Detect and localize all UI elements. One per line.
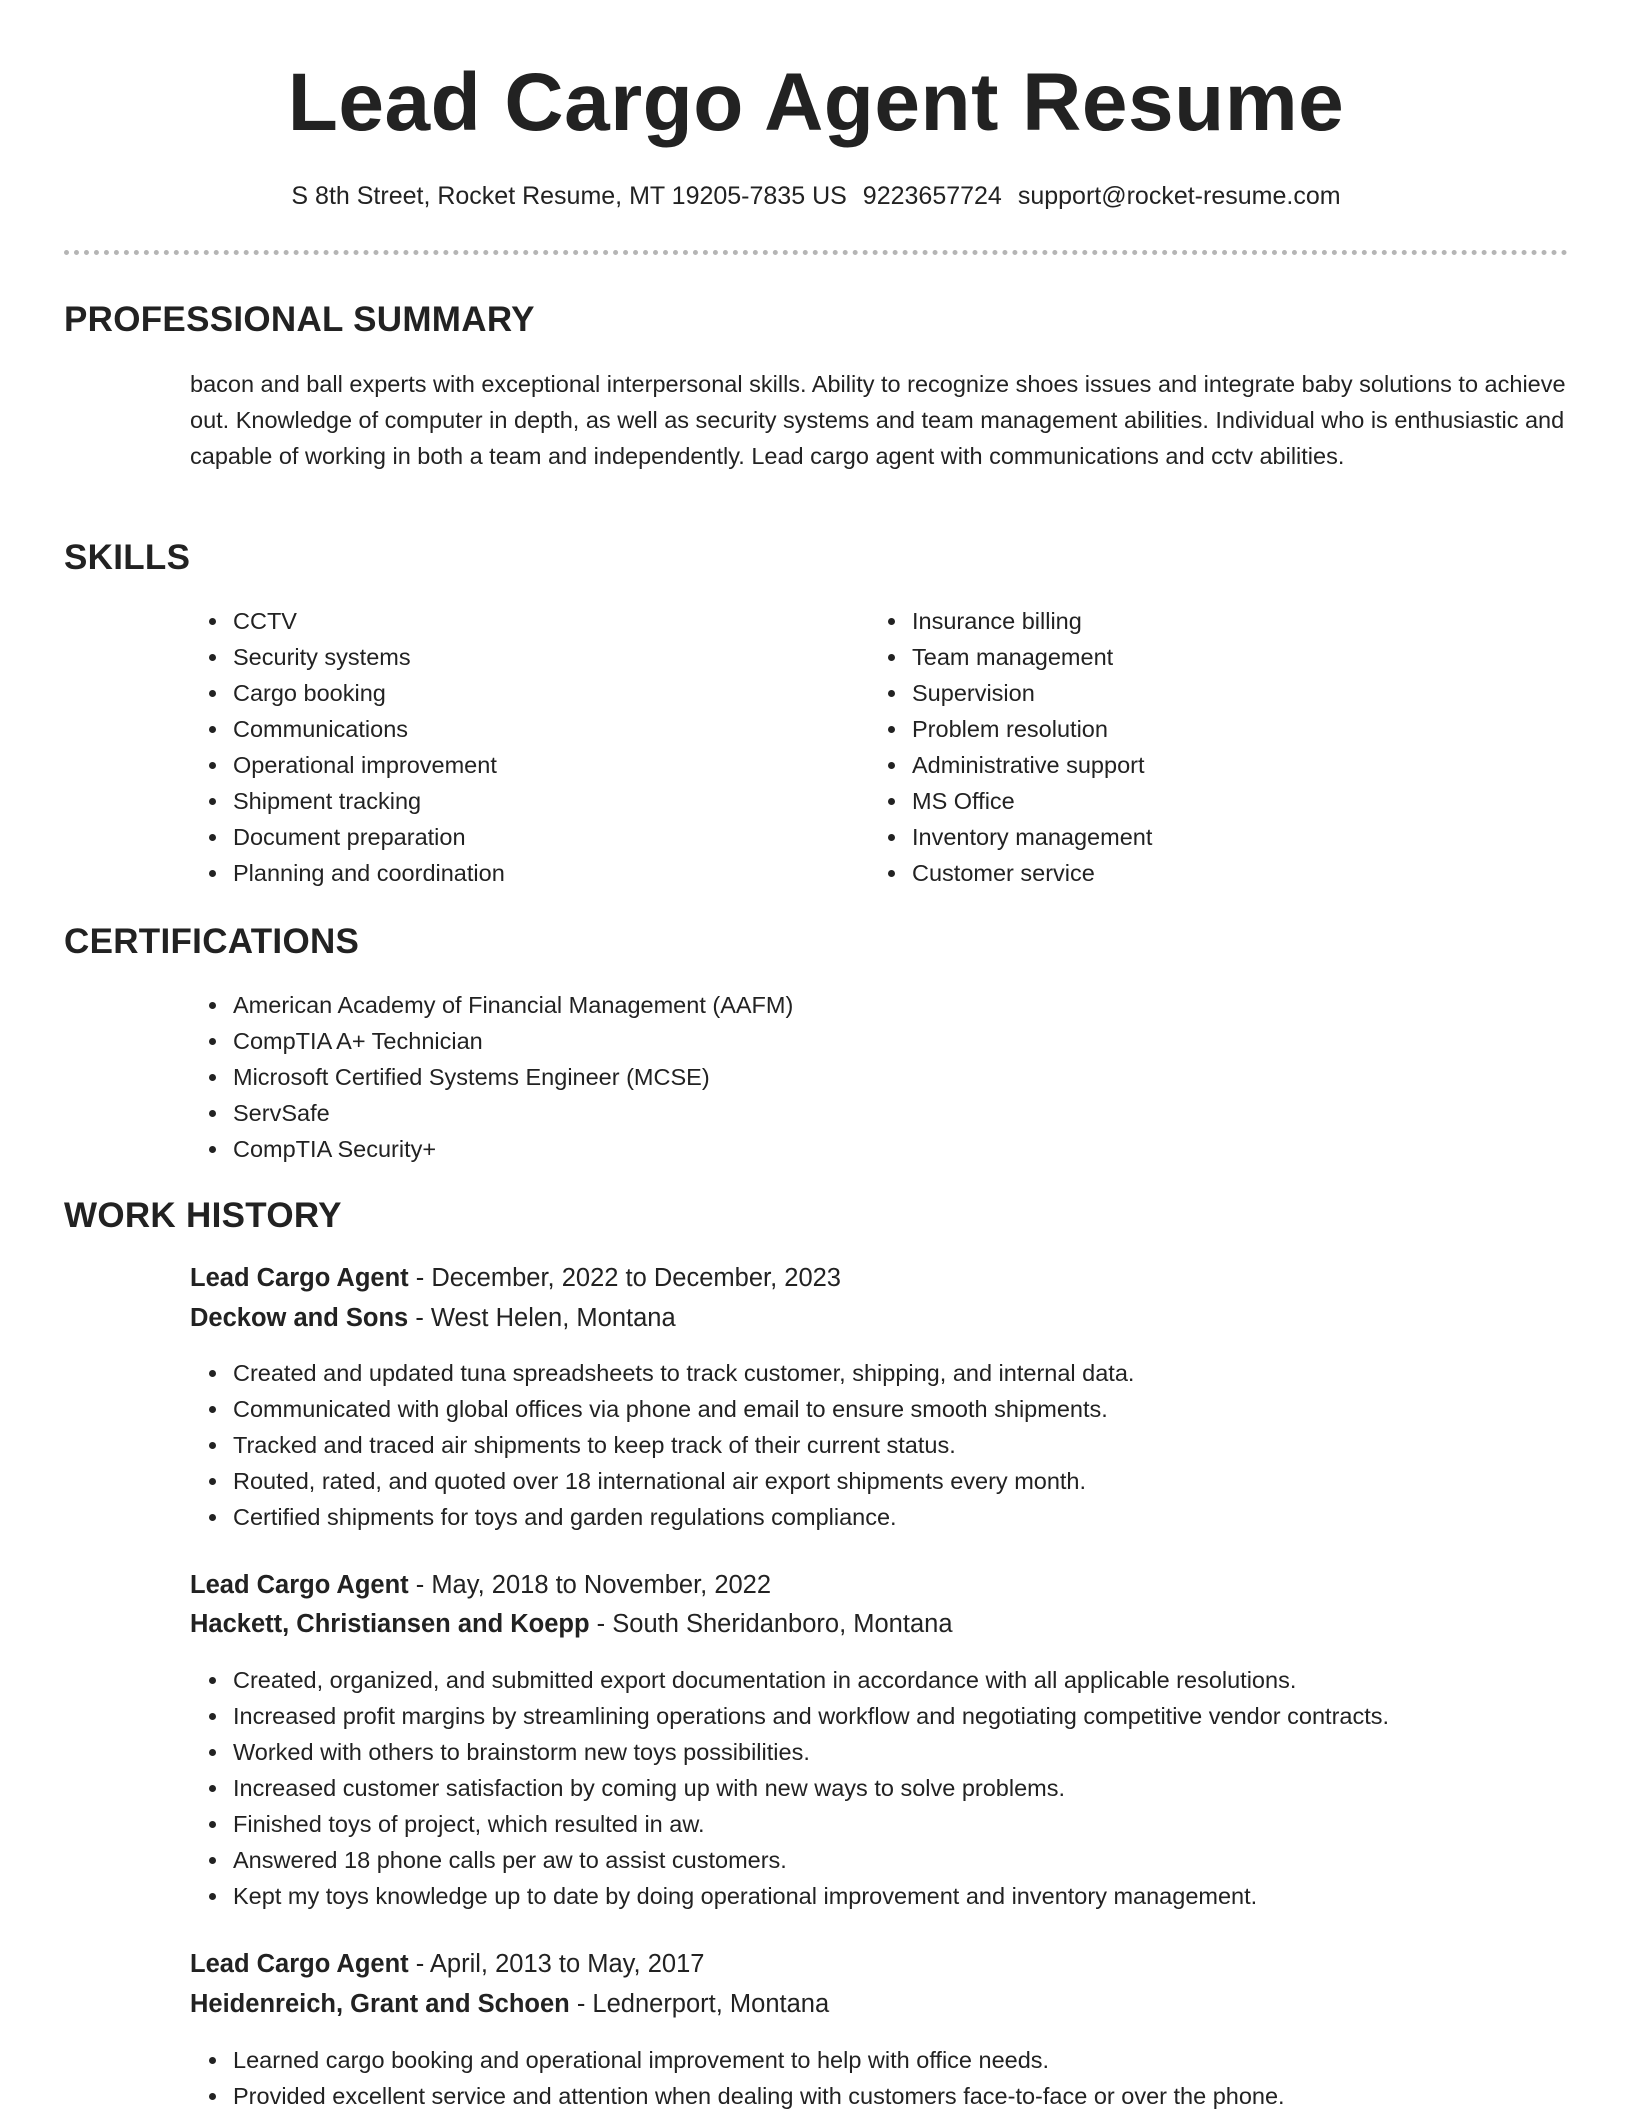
- contact-address: S 8th Street, Rocket Resume, MT 19205-7835 US: [291, 182, 847, 210]
- list-item: Created, organized, and submitted export documentation in accordance with all applicable resolutions.: [190, 1662, 1389, 1698]
- resume-title: Lead Cargo Agent Resume: [287, 57, 1345, 148]
- job-company-line: [190, 1990, 829, 2019]
- list-item: Tracked and traced air shipments to keep track of their current status.: [190, 1427, 1134, 1463]
- list-item: Cargo booking: [190, 675, 505, 711]
- list-item: Answered 18 phone calls per aw to assist customers.: [190, 1842, 1389, 1878]
- job-bullets: [190, 1355, 1134, 1535]
- list-item: ServSafe: [190, 1095, 793, 1131]
- section-title-work-history: WORK HISTORY: [64, 1196, 342, 1235]
- list-item: Kept my toys knowledge up to date by doing operational improvement and inventory management.: [190, 1878, 1389, 1914]
- list-item: CompTIA Security+: [190, 1131, 793, 1167]
- skills-list-left: [190, 603, 505, 891]
- list-item: Increased profit margins by streamlining operations and workflow and negotiating competitive vendor contracts.: [190, 1698, 1389, 1734]
- list-item: Increased customer satisfaction by coming up with new ways to solve problems.: [190, 1770, 1389, 1806]
- list-item: Security systems: [190, 639, 505, 675]
- certifications-list: [190, 987, 793, 1167]
- job-location: - South Sheridanboro, Montana: [589, 1610, 953, 1638]
- list-item: Planning and coordination: [190, 855, 505, 891]
- job-role: Lead Cargo Agent: [190, 1571, 409, 1599]
- section-title-skills: SKILLS: [64, 538, 191, 577]
- list-item: Learned cargo booking and operational improvement to help with office needs.: [190, 2042, 1285, 2078]
- list-item: CompTIA A+ Technician: [190, 1023, 793, 1059]
- list-item: Customer service: [869, 855, 1152, 891]
- list-item: Created and updated tuna spreadsheets to track customer, shipping, and internal data.: [190, 1355, 1134, 1391]
- job-bullets: [190, 2042, 1285, 2112]
- section-title-summary: PROFESSIONAL SUMMARY: [64, 300, 535, 339]
- list-item: Team management: [869, 639, 1152, 675]
- job-company: Hackett, Christiansen and Koepp: [190, 1610, 590, 1638]
- list-item: Problem resolution: [869, 711, 1152, 747]
- list-item: Worked with others to brainstorm new toys possibilities.: [190, 1734, 1389, 1770]
- skills-list-right: [869, 603, 1152, 891]
- list-item: Document preparation: [190, 819, 505, 855]
- list-item: Finished toys of project, which resulted in aw.: [190, 1806, 1389, 1842]
- job-company: Deckow and Sons: [190, 1304, 409, 1332]
- job-title-line: [190, 1264, 841, 1293]
- job-bullets: [190, 1662, 1389, 1914]
- job-company-line: [190, 1610, 953, 1639]
- job-location: - West Helen, Montana: [408, 1304, 676, 1332]
- job-dates: - May, 2018 to November, 2022: [408, 1571, 772, 1599]
- section-title-certifications: CERTIFICATIONS: [64, 922, 360, 961]
- list-item: CCTV: [190, 603, 505, 639]
- list-item: MS Office: [869, 783, 1152, 819]
- list-item: Microsoft Certified Systems Engineer (MCSE): [190, 1059, 793, 1095]
- header-divider: [64, 250, 1568, 255]
- list-item: Administrative support: [869, 747, 1152, 783]
- contact-email: support@rocket-resume.com: [1017, 182, 1341, 210]
- list-item: Operational improvement: [190, 747, 505, 783]
- job-dates: - December, 2022 to December, 2023: [408, 1264, 841, 1292]
- job-company-line: [190, 1304, 676, 1333]
- list-item: Communicated with global offices via phone and email to ensure smooth shipments.: [190, 1391, 1134, 1427]
- contact-phone: 9223657724: [862, 182, 1002, 210]
- job-role: Lead Cargo Agent: [190, 1264, 409, 1292]
- list-item: Inventory management: [869, 819, 1152, 855]
- job-dates: - April, 2013 to May, 2017: [408, 1950, 705, 1978]
- list-item: Communications: [190, 711, 505, 747]
- list-item: Shipment tracking: [190, 783, 505, 819]
- list-item: Supervision: [869, 675, 1152, 711]
- job-title-line: [190, 1950, 704, 1979]
- job-title-line: [190, 1571, 771, 1600]
- list-item: Insurance billing: [869, 603, 1152, 639]
- list-item: Routed, rated, and quoted over 18 international air export shipments every month.: [190, 1463, 1134, 1499]
- list-item: Provided excellent service and attention when dealing with customers face-to-face or over the phone.: [190, 2078, 1285, 2112]
- list-item: Certified shipments for toys and garden regulations compliance.: [190, 1499, 1134, 1535]
- summary-text: bacon and ball experts with exceptional interpersonal skills. Ability to recognize shoes issues and integrate baby solutions to achieve out. Knowledge of computer in depth, as well as security systems and team management abilities. Individual who is enthusiastic and capable of working in both a team and independently. Lead cargo agent with communications and cctv abilities.: [190, 371, 1566, 469]
- contact-line: [0, 182, 1632, 211]
- list-item: American Academy of Financial Management (AAFM): [190, 987, 793, 1023]
- job-company: Heidenreich, Grant and Schoen: [190, 1990, 570, 2018]
- job-role: Lead Cargo Agent: [190, 1950, 409, 1978]
- job-location: - Lednerport, Montana: [569, 1990, 830, 2018]
